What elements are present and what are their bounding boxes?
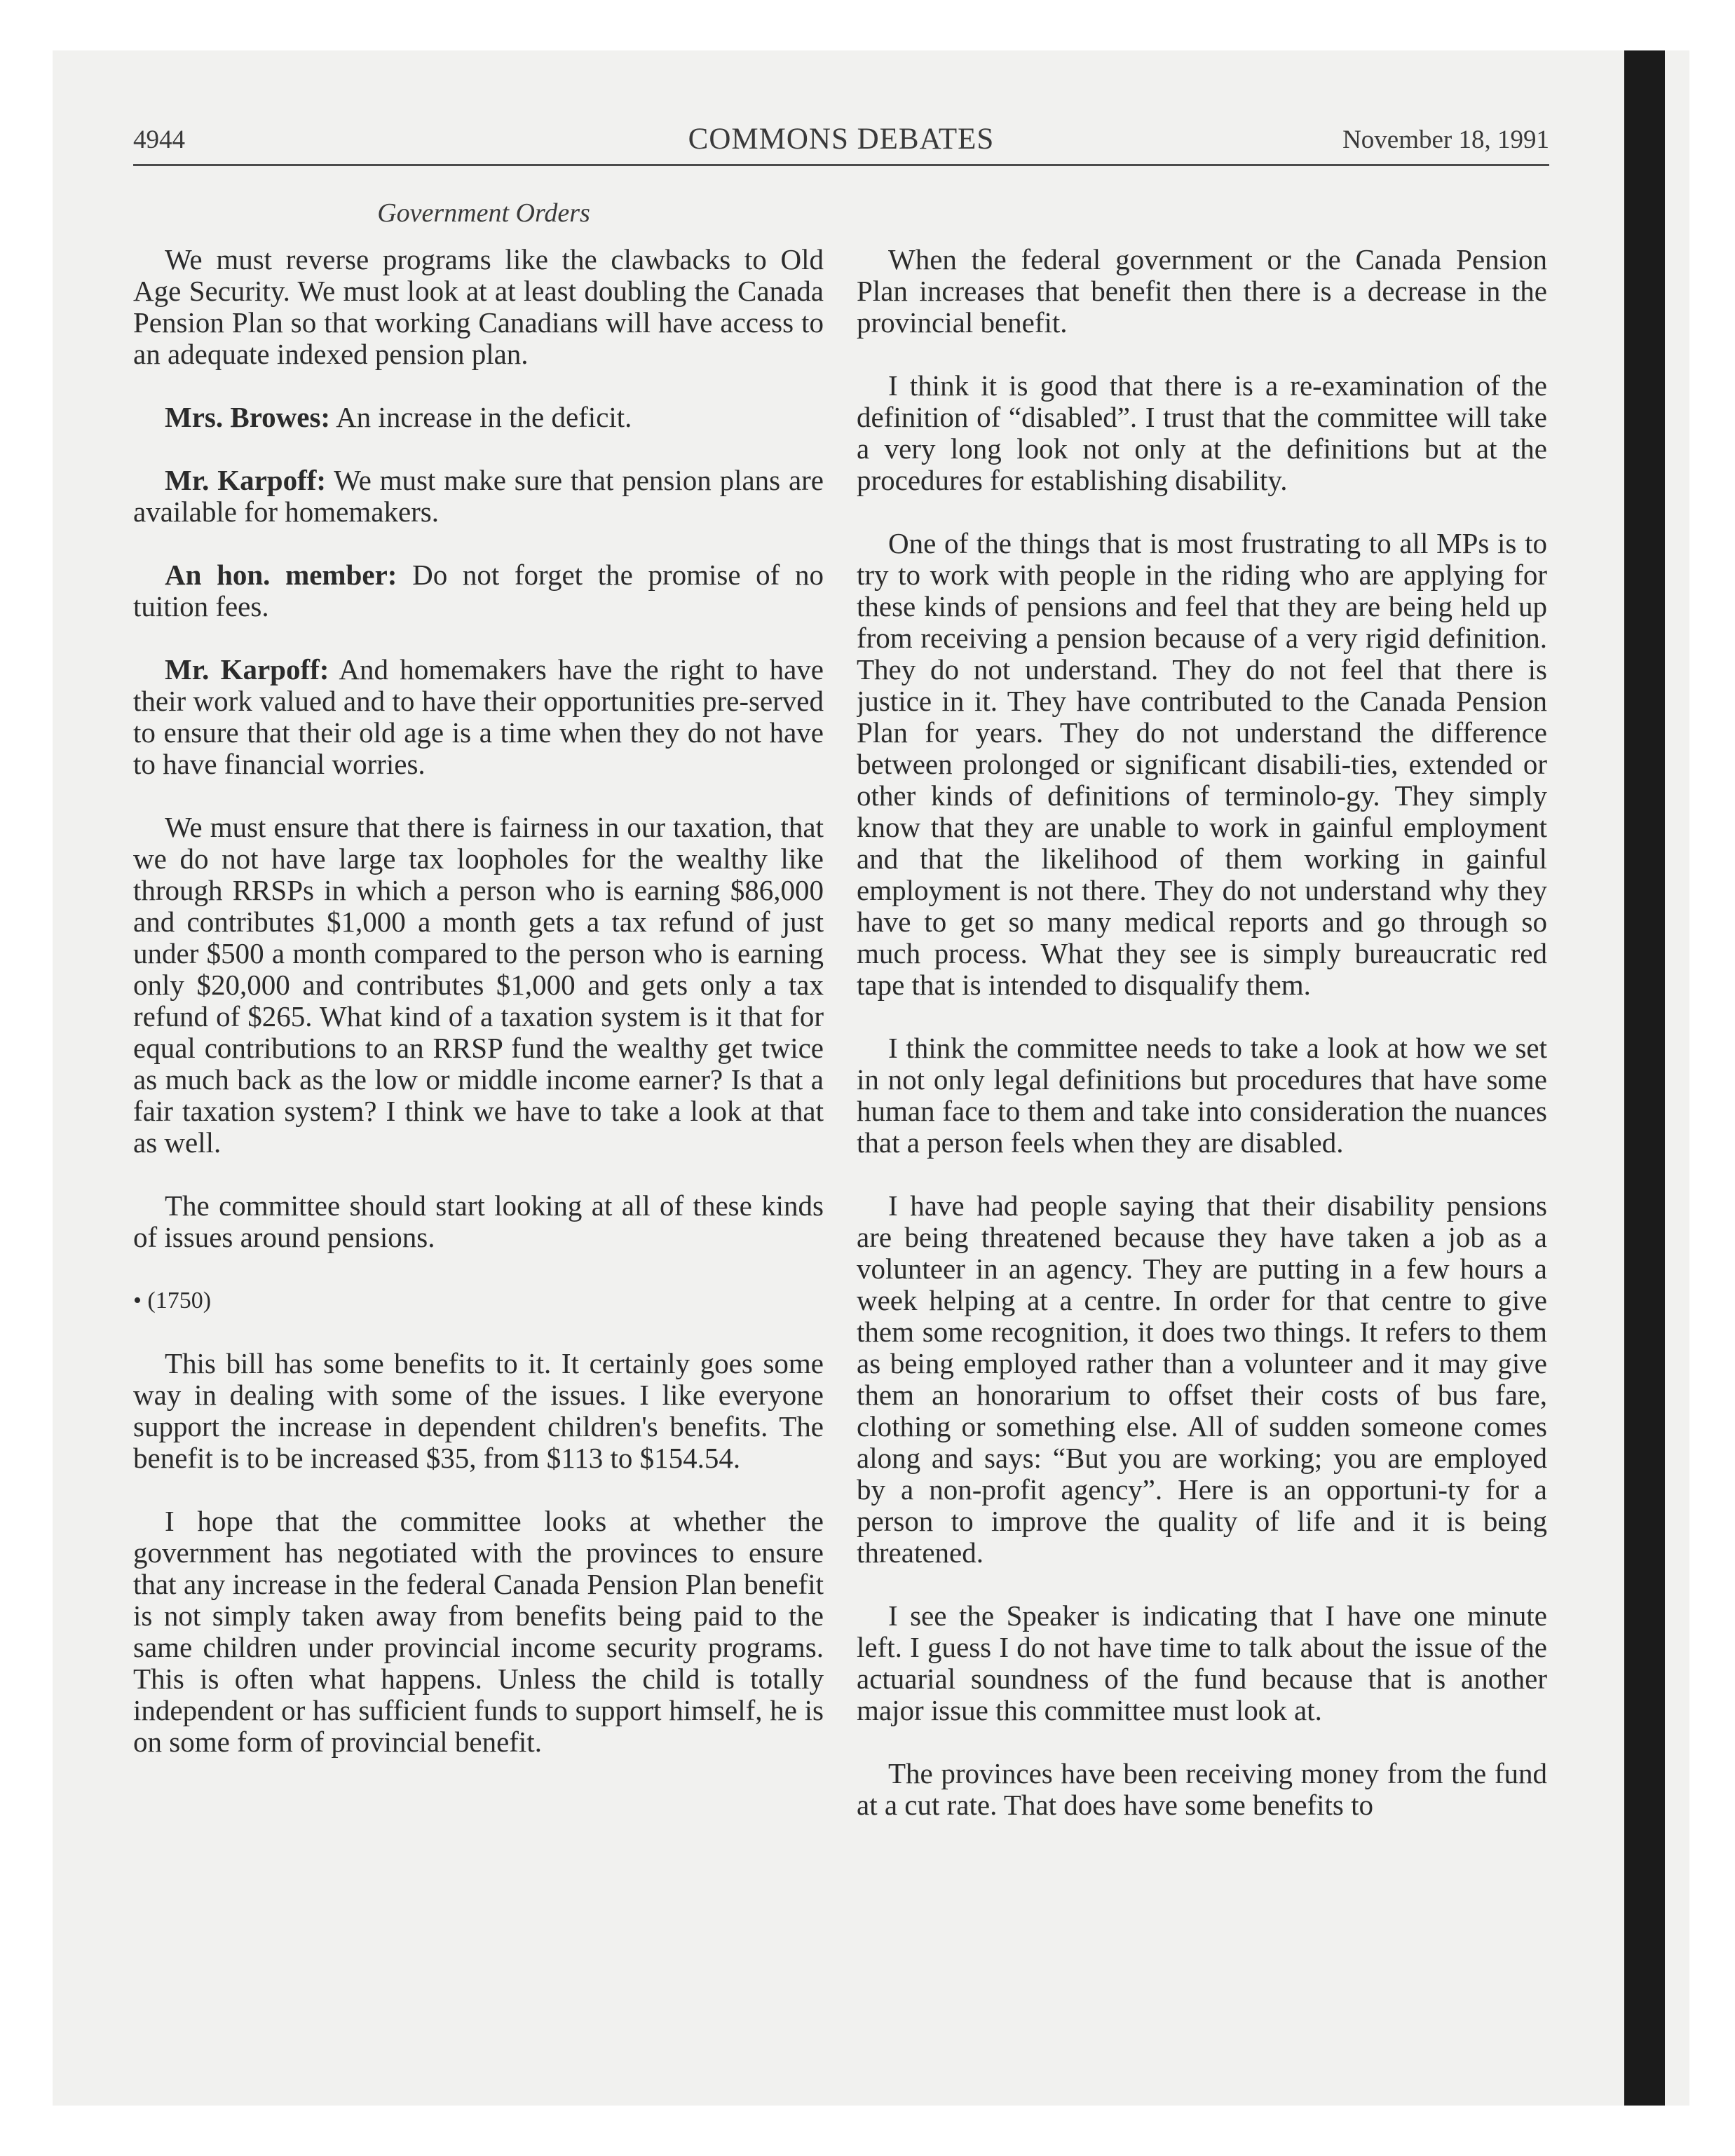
paragraph: I think it is good that there is a re-examination of the definition of “disabled”. I trust that the committee will take a very long look not only at the definitions but at the procedures for establishing disability. (857, 369, 1547, 496)
time-marker: • (1750) (133, 1288, 212, 1314)
speaker-name: An hon. member: (165, 559, 397, 591)
speech-text: Do not forget the promise of no tuition fees. (133, 559, 824, 622)
left-column (133, 244, 824, 1912)
paragraph: We must ensure that there is fairness in our taxation, that we do not have large tax loopholes for the wealthy like through RRSPs in which a person who is earning $86,000 and contributes $1,000 a month gets a tax refund of just under $500 a month compared to the person who is earning only $20,000 and contributes $1,000 and gets only a tax refund of $265. What kind of a taxation system is it that for equal contributions to an RRSP fund the wealthy get twice as much back as the low or middle income earner? Is that a fair taxation system? I think we have to take a look at that as well. (133, 811, 824, 1159)
right-column (857, 244, 1547, 1912)
page-number: 4944 (133, 125, 185, 154)
speaker-name: Mrs. Browes: (165, 401, 331, 433)
scan-dark-edge (1624, 50, 1665, 2106)
speech-paragraph (133, 465, 824, 528)
paragraph: I hope that the committee looks at whether the government has negotiated with the provinces to ensure that any increase in the federal Canada Pension Plan benefit is not simply taken away from benefits being paid to the same children under provincial income security programs. This is often what happens. Unless the child is totally independent or has sufficient funds to support himself, he is on some form of provincial benefit. (133, 1505, 824, 1758)
speech-paragraph (133, 559, 824, 622)
speech-text: We must make sure that pension plans are available for homemakers. (133, 464, 824, 528)
paragraph: We must reverse programs like the clawbacks to Old Age Security. We must look at at least doubling the Canada Pension Plan so that working Canadians will have access to an adequate indexed pension plan. (133, 244, 824, 370)
page-header (133, 125, 1549, 167)
paragraph: I have had people saying that their disability pensions are being threatened because they have taken a job as a volunteer in an agency. They are putting in a few hours a week helping at a centre. In order for that centre to give them some recognition, it does two things. It refers to them as being employed rather than a volunteer and it may give them an honorarium to offset their costs of bus fare, clothing or something else. All of sudden someone comes along and says: “But you are working; you are employed by a non-profit agency”. Here is an opportuni-ty for a person to improve the quality of life and it is being threatened. (857, 1189, 1547, 1569)
paragraph: I think the committee needs to take a look at how we set in not only legal definitions but procedures that have some human face to them and take into consideration the nuances that a person feels when they are disabled. (857, 1032, 1547, 1159)
speech-paragraph (133, 402, 824, 433)
paragraph: The provinces have been receiving money from the fund at a cut rate. That does have some benefits to (857, 1757, 1547, 1821)
page-date: November 18, 1991 (1342, 125, 1549, 154)
paragraph: This bill has some benefits to it. It certainly goes some way in dealing with some of the issues. I like everyone support the increase in dependent children's benefits. The benefit is to be increased $35, from $113 to $154.54. (133, 1347, 824, 1474)
paragraph: The committee should start looking at all of these kinds of issues around pensions. (133, 1189, 824, 1253)
paragraph: When the federal government or the Canada Pension Plan increases that benefit then there is a decrease in the provincial benefit. (857, 244, 1547, 339)
speech-text: And homemakers have the right to have their work valued and to have their opportunities pre-served to ensure that their old age is a time when they do not have to have financial worries. (133, 653, 824, 780)
journal-title: COMMONS DEBATES (688, 123, 995, 156)
speech-paragraph (133, 654, 824, 780)
paragraph: One of the things that is most frustrating to all MPs is to try to work with people in the riding who are applying for these kinds of pensions and feel that they are being held up from receiving a pension because of a very rigid definition. They do not understand. They do not feel that there is justice in it. They have contributed to the Canada Pension Plan for years. They do not understand the difference between prolonged or significant disabili-ties, extended or other kinds of definitions of terminolo-gy. They simply know that they are unable to work in gainful employment and that the likelihood of them working in gainful employment is not there. They do not understand why they have to get so many medical reports and go through so much process. What they see is simply bureaucratic red tape that is intended to disqualify them. (857, 527, 1547, 1001)
section-title: Government Orders (377, 198, 590, 228)
header-rule (133, 164, 1549, 166)
speaker-name: Mr. Karpoff: (165, 464, 327, 496)
speaker-name: Mr. Karpoff: (165, 653, 329, 685)
speech-text: An increase in the deficit. (330, 401, 632, 433)
paragraph: I see the Speaker is indicating that I have one minute left. I guess I do not have time to talk about the issue of the actuarial soundness of the fund because that is another major issue this committee must look at. (857, 1599, 1547, 1726)
